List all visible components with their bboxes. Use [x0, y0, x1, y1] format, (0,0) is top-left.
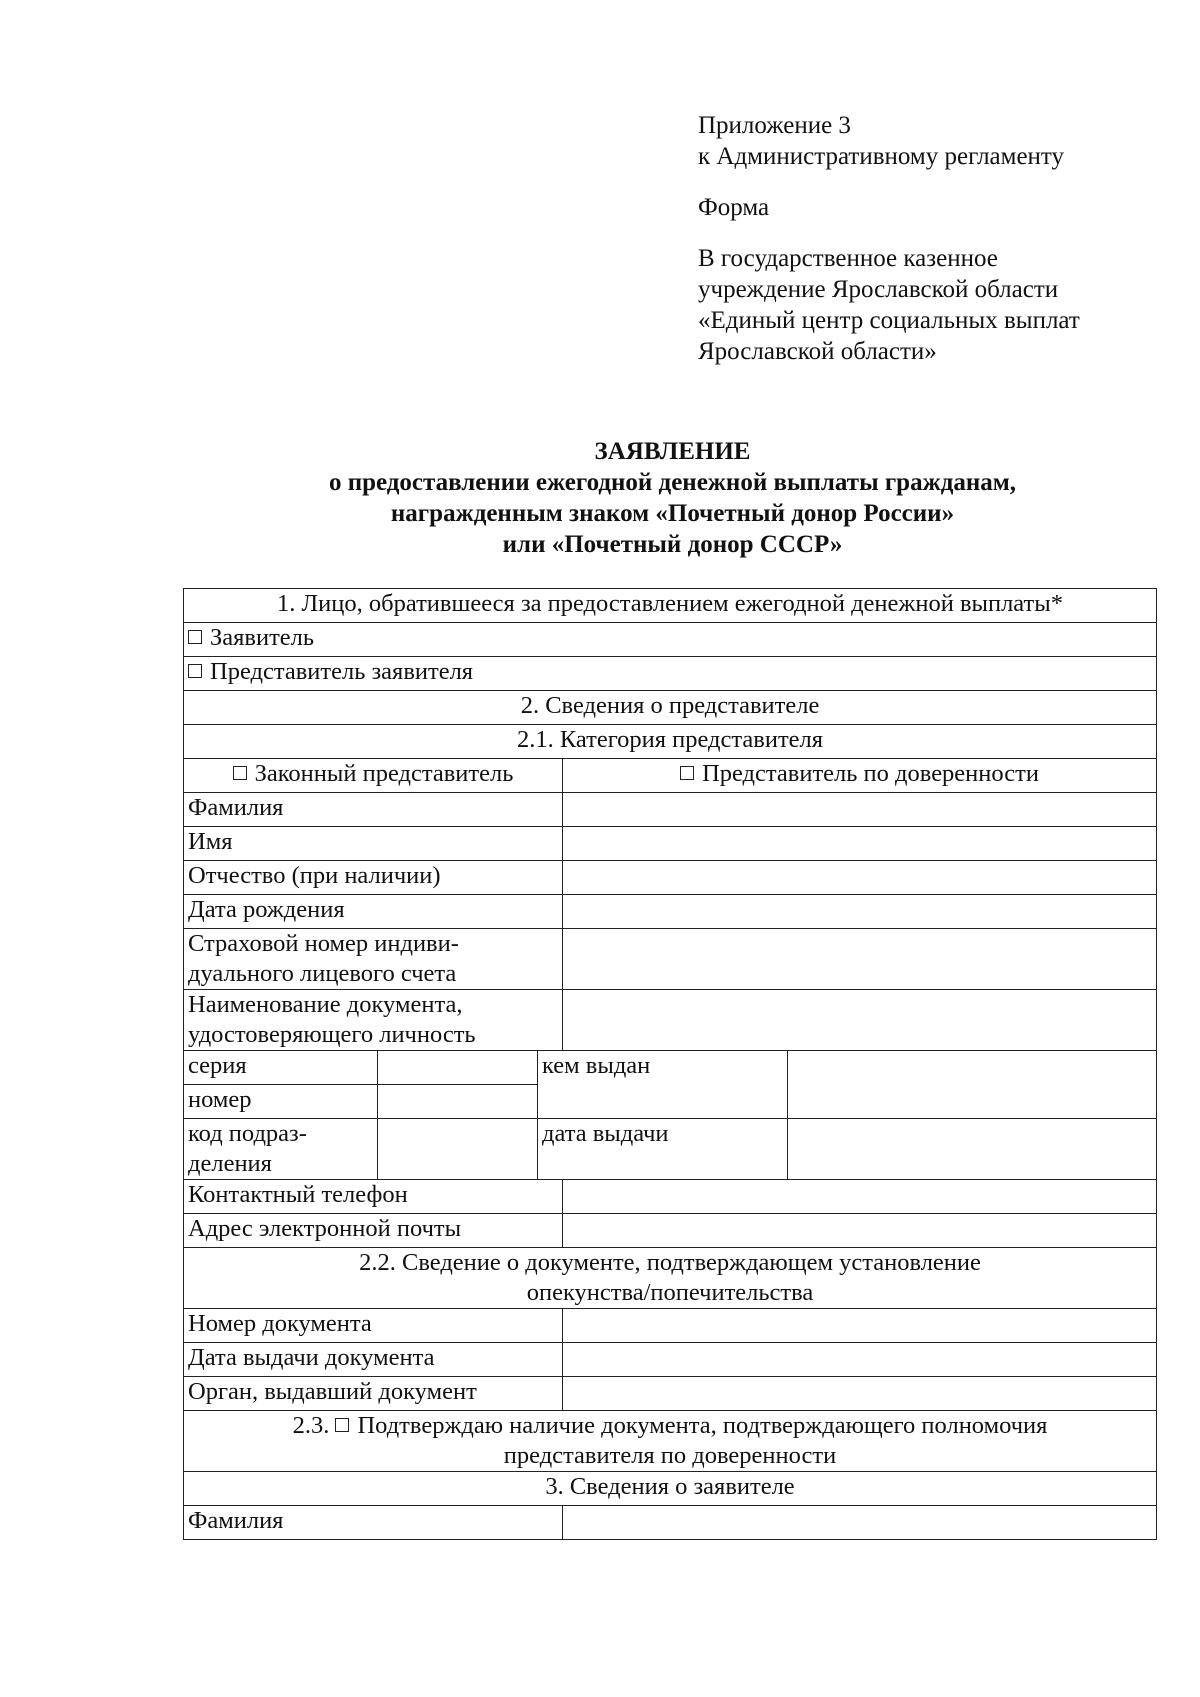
legal-representative-checkbox[interactable] — [233, 766, 247, 780]
rep-birth-date-field[interactable] — [563, 895, 1157, 929]
dept-code-field[interactable] — [378, 1119, 538, 1180]
proxy-representative-label: Представитель по доверенности — [702, 760, 1039, 787]
rep-name-field[interactable] — [563, 827, 1157, 861]
doc-issuer-label: Орган, выдавший документ — [184, 1377, 563, 1411]
section-2-2-title-line-1: 2.2. Сведение о документе, подтверждающем установление — [359, 1249, 981, 1276]
section-1-header-row — [184, 589, 1157, 623]
doc-issuer-field[interactable] — [563, 1377, 1157, 1411]
applicant-option-label: Заявитель — [210, 624, 315, 651]
section-3-header-row — [184, 1472, 1157, 1506]
rep-surname-field[interactable] — [563, 793, 1157, 827]
section-2-3-row — [184, 1411, 1157, 1472]
id-document-label-line-1: Наименование документа, — [188, 991, 463, 1018]
applicant-checkbox[interactable] — [188, 630, 202, 644]
section-2-2-header-row — [184, 1248, 1157, 1309]
rep-patronymic-row — [184, 861, 1157, 895]
representative-category-row — [184, 759, 1157, 793]
rep-snils-row — [184, 929, 1157, 990]
rep-phone-row — [184, 1180, 1157, 1214]
series-field[interactable] — [378, 1051, 538, 1085]
section-2-header-row — [184, 691, 1157, 725]
title-line-2: о предоставлении ежегодной денежной выплаты гражданам, — [328, 469, 1017, 496]
title-line-4: или «Почетный донор СССР» — [502, 531, 843, 558]
issued-by-field[interactable] — [788, 1051, 1157, 1119]
rep-patronymic-field[interactable] — [563, 861, 1157, 895]
series-label: серия — [184, 1051, 378, 1085]
dept-code-label-line-1: код подраз- — [188, 1120, 307, 1147]
rep-series-row — [184, 1051, 1157, 1085]
issue-date-field[interactable] — [788, 1119, 1157, 1180]
rep-id-document-label — [184, 990, 563, 1051]
representative-option-cell — [184, 657, 1157, 691]
rep-snils-label — [184, 929, 563, 990]
applicant-surname-row — [184, 1506, 1157, 1540]
section-2-3-line-1 — [188, 1411, 1152, 1441]
legal-representative-cell — [184, 759, 563, 793]
dept-code-label — [184, 1119, 378, 1180]
header-block — [698, 110, 1168, 367]
document-title — [150, 436, 1195, 560]
rep-id-document-row — [184, 990, 1157, 1051]
rep-email-row — [184, 1214, 1157, 1248]
number-field[interactable] — [378, 1085, 538, 1119]
section-1-title: 1. Лицо, обратившееся за предоставлением ежегодной денежной выплаты* — [184, 589, 1157, 623]
section-2-3-line-2: представителя по доверенности — [503, 1442, 837, 1469]
section-2-3-cell — [184, 1411, 1157, 1472]
rep-surname-row — [184, 793, 1157, 827]
number-label: номер — [184, 1085, 378, 1119]
guardianship-doc-date-row — [184, 1343, 1157, 1377]
section-2-2-title-line-2: опекунства/попечительства — [526, 1279, 814, 1306]
phone-label: Контактный телефон — [184, 1180, 563, 1214]
section-2-3-number: 2.3. — [292, 1412, 330, 1439]
rep-name-row — [184, 827, 1157, 861]
proxy-confirmation-checkbox[interactable] — [335, 1418, 349, 1432]
rep-surname-label: Фамилия — [184, 793, 563, 827]
legal-representative-label: Законный представитель — [254, 760, 514, 787]
addressee-line-3: «Единый центр социальных выплат — [698, 307, 1080, 334]
dept-code-label-line-2: деления — [188, 1150, 272, 1177]
rep-name-label: Имя — [184, 827, 563, 861]
representative-option-label: Представитель заявителя — [210, 658, 474, 685]
email-label: Адрес электронной почты — [184, 1214, 563, 1248]
issued-by-label: кем выдан — [538, 1051, 788, 1119]
section-2-title: 2. Сведения о представителе — [184, 691, 1157, 725]
applicant-surname-field[interactable] — [563, 1506, 1157, 1540]
applicant-option-cell — [184, 623, 1157, 657]
id-document-label-line-2: удостоверяющего личность — [188, 1021, 476, 1048]
addressee-line-2: учреждение Ярославской области — [698, 276, 1059, 303]
application-form-table — [183, 588, 1157, 1540]
representative-option-row — [184, 657, 1157, 691]
issue-date-label: дата выдачи — [538, 1119, 788, 1180]
rep-patronymic-label: Отчество (при наличии) — [184, 861, 563, 895]
doc-number-field[interactable] — [563, 1309, 1157, 1343]
doc-number-label: Номер документа — [184, 1309, 563, 1343]
section-2-2-title — [184, 1248, 1157, 1309]
guardianship-doc-number-row — [184, 1309, 1157, 1343]
guardianship-doc-issuer-row — [184, 1377, 1157, 1411]
title-line-3: награжденным знаком «Почетный донор России» — [390, 500, 955, 527]
rep-id-document-field[interactable] — [563, 990, 1157, 1051]
doc-issue-date-label: Дата выдачи документа — [184, 1343, 563, 1377]
rep-snils-field[interactable] — [563, 929, 1157, 990]
email-field[interactable] — [563, 1214, 1157, 1248]
title-line-1: ЗАЯВЛЕНИЕ — [594, 438, 751, 465]
section-2-3-text: Подтверждаю наличие документа, подтверждающего полномочия — [357, 1412, 1048, 1439]
appendix-reference: к Административному регламенту — [698, 143, 1065, 170]
section-2-1-header-row — [184, 725, 1157, 759]
rep-birth-date-label: Дата рождения — [184, 895, 563, 929]
applicant-option-row — [184, 623, 1157, 657]
applicant-surname-label: Фамилия — [184, 1506, 563, 1540]
snils-label-line-2: дуального лицевого счета — [188, 960, 457, 987]
form-label: Форма — [698, 194, 770, 221]
addressee-line-1: В государственное казенное — [698, 245, 998, 272]
section-2-1-title: 2.1. Категория представителя — [184, 725, 1157, 759]
appendix-number: Приложение 3 — [698, 112, 851, 139]
snils-label-line-1: Страховой номер индиви- — [188, 930, 459, 957]
addressee-line-4: Ярославской области» — [698, 338, 937, 365]
representative-checkbox[interactable] — [188, 664, 202, 678]
proxy-representative-checkbox[interactable] — [680, 766, 694, 780]
proxy-representative-cell — [563, 759, 1157, 793]
rep-dept-code-row — [184, 1119, 1157, 1180]
phone-field[interactable] — [563, 1180, 1157, 1214]
section-3-title: 3. Сведения о заявителе — [184, 1472, 1157, 1506]
doc-issue-date-field[interactable] — [563, 1343, 1157, 1377]
rep-birth-date-row — [184, 895, 1157, 929]
